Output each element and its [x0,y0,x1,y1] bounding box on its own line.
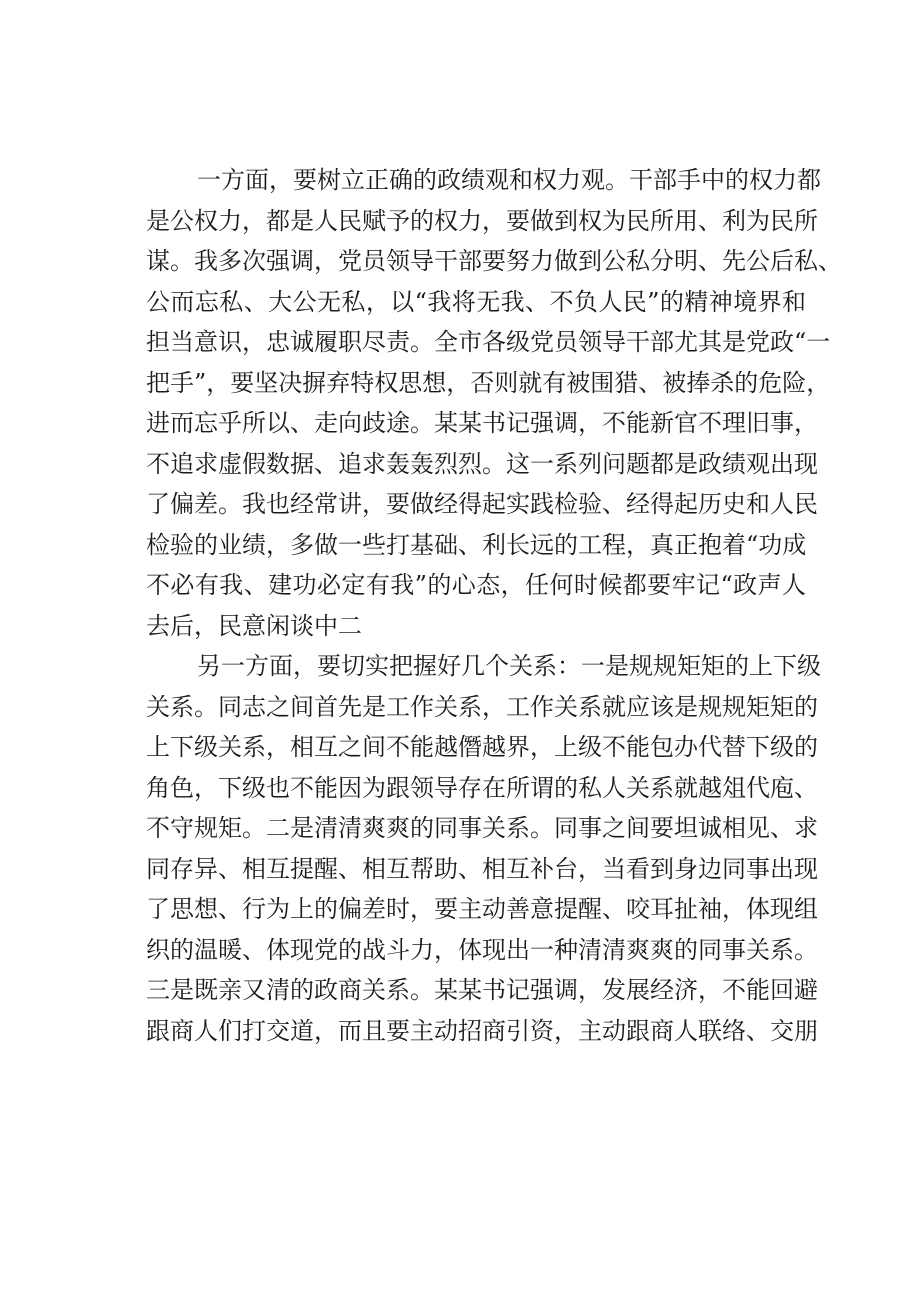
text-line: 同存异、相互提醒、相互帮助、相互补台，当看到身边同事出现 [146,854,818,883]
text-line: 不必有我、建功必定有我”的心态，任何时候都要牢记“政声人 [146,571,806,599]
paragraph-1 [146,160,842,646]
text-line: 不守规矩。二是清清爽爽的同事关系。同事之间要坦诚相见、求 [146,814,818,842]
paragraph-2 [146,646,821,1051]
text-line: 三是既亲又清的政商关系。某某书记强调，发展经济，不能回避 [146,976,818,1004]
text-line: 检验的业绩，多做一些打基础、利长远的工程，真正抱着“功成 [146,530,807,559]
text-line: 不追求虚假数据、追求轰轰烈烈。这一系列问题都是政绩观出现 [146,449,818,478]
text-line: 另一方面，要切实把握好几个关系：一是规规矩矩的上下级 [197,652,821,680]
text-line: 进而忘乎所以、走向歧途。某某书记强调，不能新官不理旧事， [146,409,818,437]
text-line: 了思想、行为上的偏差时，要主动善意提醒、咬耳扯袖，体现组 [146,895,818,923]
text-line: 谋。我多次强调，党员领导干部要努力做到公私分明、先公后私、 [146,247,842,275]
text-line: 了偏差。我也经常讲，要做经得起实践检验、经得起历史和人民 [146,490,818,518]
text-line: 角色，下级也不能因为跟领导存在所谓的私人关系就越俎代庖、 [146,773,818,802]
text-line: 关系。同志之间首先是工作关系，工作关系就应该是规规矩矩的 [146,692,818,721]
text-line: 去后，民意闲谈中二 [146,611,362,640]
text-line: 公而忘私、大公无私，以“我将无我、不负人民”的精神境界和 [146,287,806,316]
text-line: 是公权力，都是人民赋予的权力，要做到权为民所用、利为民所 [146,206,818,235]
document-body [146,160,842,1051]
text-line: 织的温暖、体现党的战斗力，体现出一种清清爽爽的同事关系。 [146,935,818,964]
text-line: 把手”，要坚决摒弃特权思想，否则就有被围猎、被捧杀的危险， [146,368,831,397]
text-line: 上下级关系，相互之间不能越僭越界，上级不能包办代替下级的 [146,733,818,761]
text-line: 跟商人们打交道，而且要主动招商引资，主动跟商人联络、交朋 [146,1016,818,1045]
text-line: 一方面，要树立正确的政绩观和权力观。干部手中的权力都 [197,166,821,194]
text-line: 担当意识，忠诚履职尽责。全市各级党员领导干部尤其是党政“一 [146,328,831,356]
